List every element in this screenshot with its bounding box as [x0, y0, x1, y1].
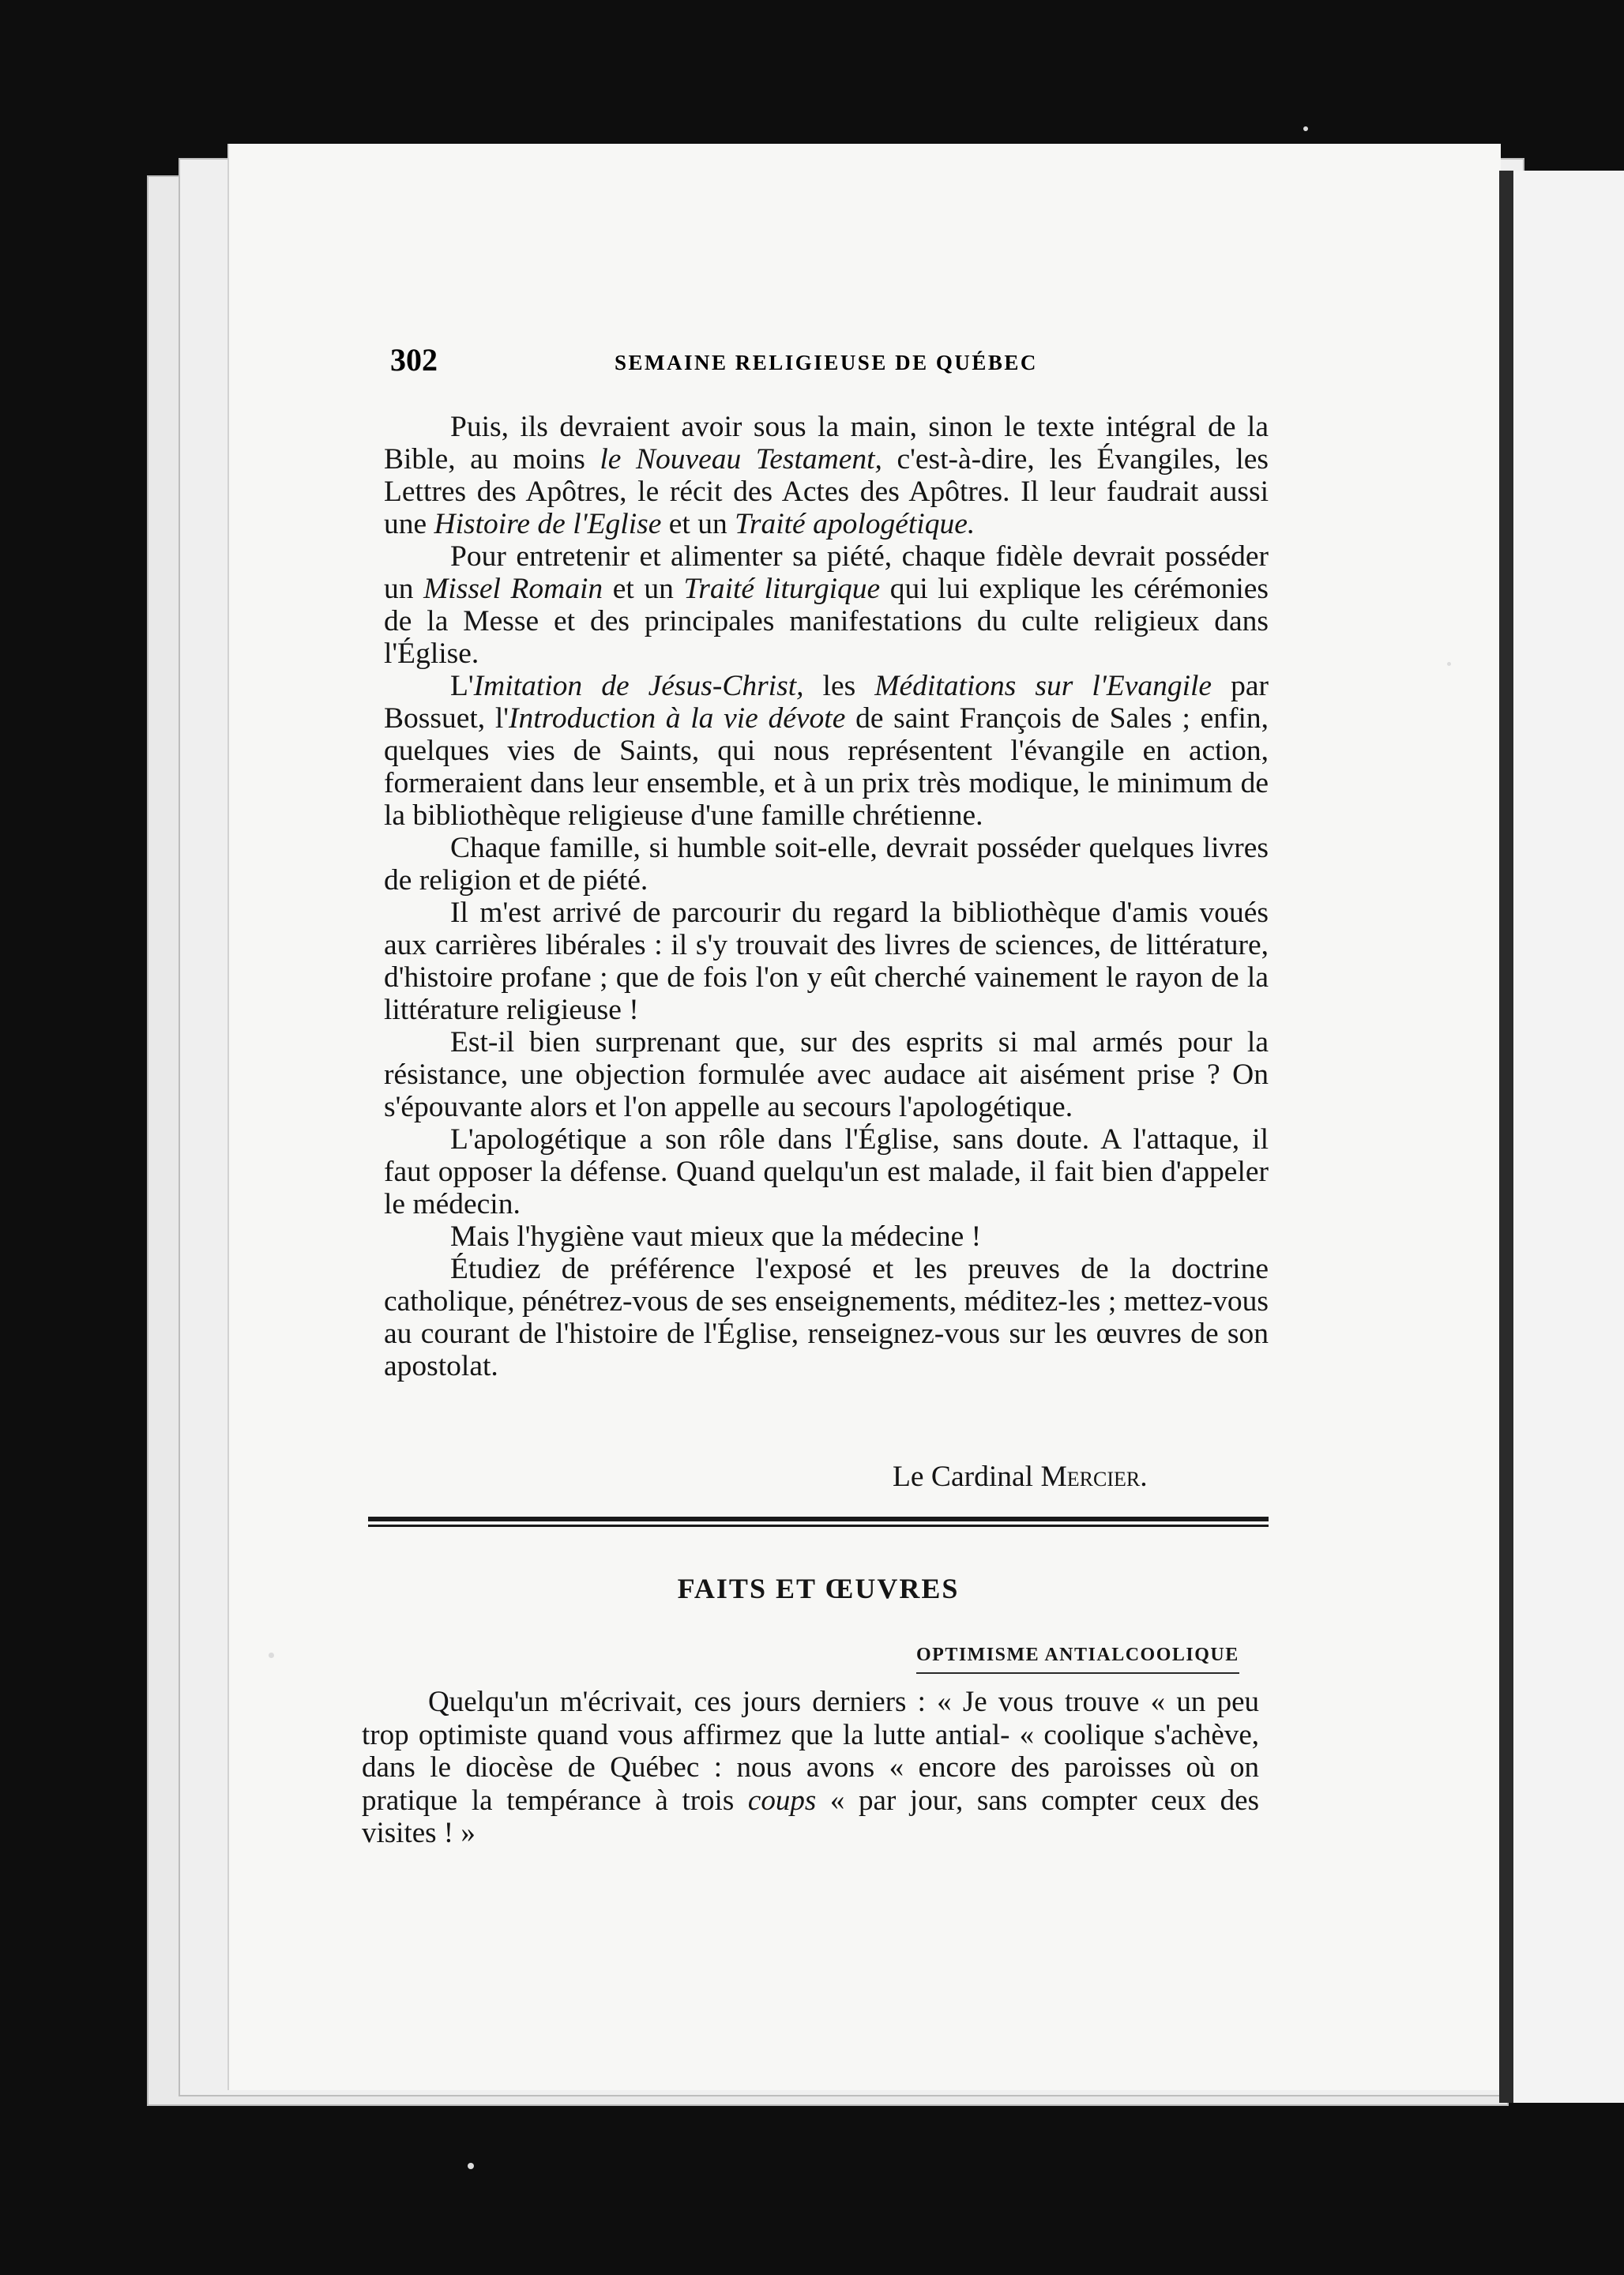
dust-speck — [468, 2163, 474, 2169]
dust-speck — [269, 1653, 274, 1658]
text-run: c'est-à-dire, les Évangiles, les Lettres des Apôtres, le récit des Actes des Apôtres. Il leur faudrait aussi une — [384, 443, 1269, 540]
text-run: qui lui explique les cérémonies de la Messe et des principales manifestations du culte religieux dans l'Église. — [384, 573, 1269, 670]
article-signature — [893, 1460, 1148, 1494]
running-head-title: SEMAINE RELIGIEUSE DE QUÉBEC — [615, 351, 1038, 374]
italic-title: Traité apologétique. — [735, 508, 976, 540]
facing-page-edge — [1499, 171, 1513, 2103]
facing-page — [1513, 171, 1624, 2103]
paragraph — [384, 670, 1269, 832]
paragraph — [362, 1686, 1259, 1850]
text-run: et un — [603, 573, 684, 605]
text-run: L'apologétique a son rôle dans l'Église, sans doute. A l'attaque, il faut opposer la défense. Quand quelqu'un est malade, il fait bien d'appeler le médecin. — [384, 1123, 1269, 1220]
italic-title: coups — [747, 1784, 817, 1817]
text-run: Puis, ils devraient avoir sous la main, sinon le texte intégral de la Bible, au moins — [384, 411, 1269, 476]
paragraph — [384, 411, 1269, 540]
italic-title: Méditations sur l'Evangile — [874, 670, 1212, 702]
article-body — [384, 411, 1269, 1382]
section-title: FAITS ET ŒUVRES — [677, 1573, 960, 1604]
running-head — [390, 341, 1259, 389]
signature-prefix: Le Cardinal — [893, 1461, 1041, 1493]
paragraph — [384, 1026, 1269, 1123]
paragraph — [384, 832, 1269, 897]
text-run: « par jour, sans compter ceux des visites ! » — [362, 1784, 1260, 1849]
paragraph — [384, 540, 1269, 670]
text-run: Il m'est arrivé de parcourir du regard la bibliothèque d'amis voués aux carrières libérales : il s'y trouvait des livres de sciences, de littérature, d'histoire profane ; que de fois l'on y eût cherché vainement le rayon de la littérature religieuse ! — [384, 897, 1269, 1026]
italic-title: Traité liturgique — [683, 573, 881, 605]
paragraph — [384, 897, 1269, 1026]
section-divider — [368, 1517, 1269, 1529]
dust-speck — [1447, 662, 1451, 666]
text-run: et un — [661, 508, 735, 540]
italic-title: le Nouveau Testament, — [600, 443, 882, 476]
italic-title: Imitation de Jésus-Christ, — [473, 670, 804, 702]
section-body — [362, 1686, 1259, 1850]
text-run: Est-il bien surprenant que, sur des esprits si mal armés pour la résistance, une objection formulée avec audace ait aisément prise ? On s'épouvante alors et l'on appelle au secours l'apologétique. — [384, 1026, 1269, 1123]
text-run: Quelqu'un m'écrivait, ces jours derniers : « Je vous trouve « un peu trop optimiste quand vous affirmez que la lutte antial- « coolique s'achève, dans le diocèse de Québec : nous avons « encore des paroisses où on pratique la tempérance à trois — [362, 1686, 1259, 1817]
italic-title: Missel Romain — [423, 573, 603, 605]
signature-name: Mercier. — [1040, 1461, 1148, 1493]
dust-speck — [1303, 126, 1308, 131]
text-run: de saint François de Sales ; enfin, quelques vies de Saints, qui nous représentent l'évangile en action, formeraient dans leur ensemble, et à un prix très modique, le minimum de la bibliothèque religieuse d'une famille chrétienne. — [384, 702, 1269, 832]
text-run: Étudiez de préférence l'exposé et les preuves de la doctrine catholique, pénétrez-vous de ses enseignements, méditez-les ; mettez-vous au courant de l'histoire de l'Église, renseignez-vous sur les œuvres de son apostolat. — [384, 1253, 1269, 1382]
text-run: les — [803, 670, 875, 702]
paragraph — [384, 1220, 1269, 1253]
paragraph — [384, 1123, 1269, 1220]
text-run: par Bossuet, l' — [384, 670, 1269, 735]
page-number: 302 — [390, 342, 438, 378]
text-run: Pour entretenir et alimenter sa piété, chaque fidèle devrait posséder un — [384, 540, 1269, 605]
text-run: L' — [450, 670, 474, 702]
subsection-title: OPTIMISME ANTIALCOOLIQUE — [916, 1645, 1239, 1674]
italic-title: Histoire de l'Eglise — [434, 508, 662, 540]
italic-title: Introduction à la vie dévote — [509, 702, 846, 735]
text-run: Chaque famille, si humble soit-elle, devrait posséder quelques livres de religion et de piété. — [384, 832, 1269, 897]
text-run: Mais l'hygiène vaut mieux que la médecine ! — [450, 1220, 982, 1253]
paragraph — [384, 1253, 1269, 1382]
